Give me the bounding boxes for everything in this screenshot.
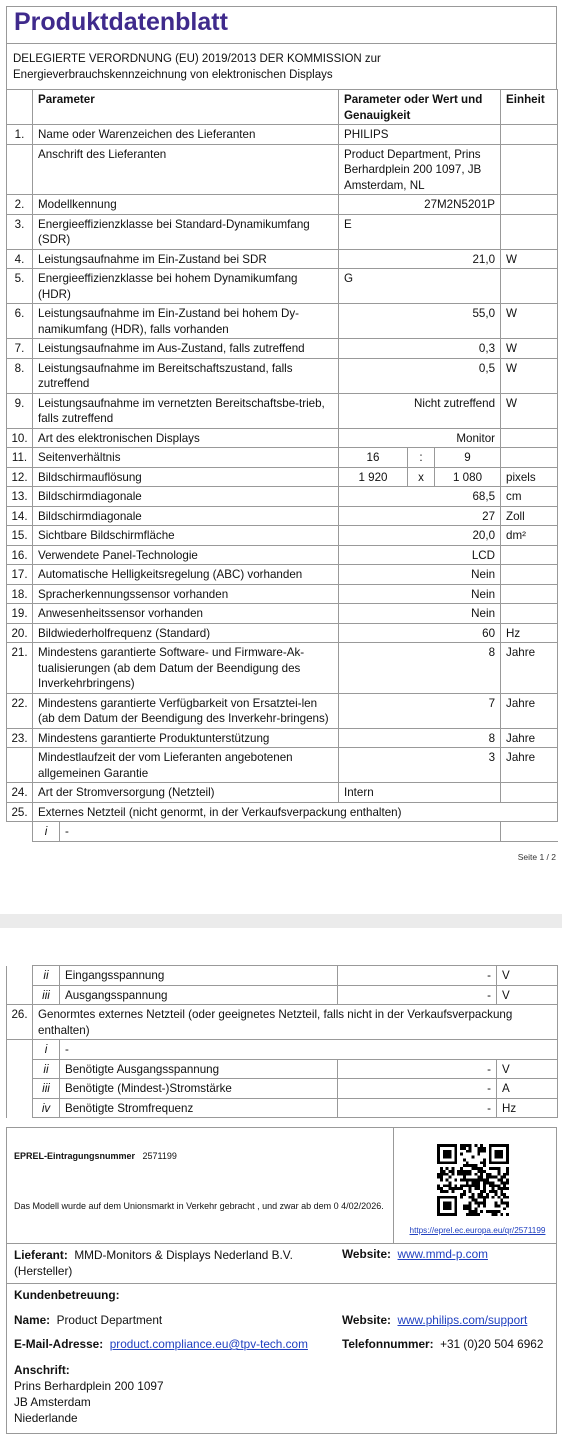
row-number: 11. xyxy=(7,448,33,468)
row-parameter: Spracherkennungssensor vorhanden xyxy=(33,584,339,604)
row-unit: cm xyxy=(501,487,558,507)
sub-row xyxy=(7,1059,558,1079)
row-value-part: 1 080 xyxy=(435,467,501,487)
row-value: 3 xyxy=(339,748,501,783)
row-number: 14. xyxy=(7,506,33,526)
datasheet-page-2 xyxy=(6,965,557,1118)
row-number: 13. xyxy=(7,487,33,507)
sub-row xyxy=(7,966,558,986)
header-parameter: Parameter xyxy=(33,90,339,125)
row-unit xyxy=(501,448,558,468)
row-unit xyxy=(501,144,558,195)
sub-parameter: Benötigte (Mindest-)Stromstärke xyxy=(60,1079,338,1099)
row-number: 19. xyxy=(7,604,33,624)
row-parameter: Leistungsaufnahme im Ein-Zustand bei SDR xyxy=(33,249,339,269)
row-parameter: Verwendete Panel-Technologie xyxy=(33,545,339,565)
table-row xyxy=(7,428,558,448)
table-row xyxy=(7,214,558,249)
support-phone-row: Telefonnummer: +31 (0)20 504 6962 xyxy=(342,1337,544,1351)
row-unit xyxy=(501,604,558,624)
row-number: 26. xyxy=(7,1005,33,1040)
sub-index: iii xyxy=(33,985,60,1005)
sub-row xyxy=(7,985,558,1005)
row-parameter: Seitenverhältnis xyxy=(33,448,339,468)
row-unit: V xyxy=(497,966,558,986)
row-value: E xyxy=(339,214,501,249)
row-number xyxy=(7,1079,33,1099)
row-parameter: Mindestens garantierte Software- und Firmware-Ak-tualisierungen (ab dem Datum der Beendigung des Inverkehrbringens) xyxy=(33,643,339,694)
row-value: G xyxy=(339,269,501,304)
row-unit: V xyxy=(497,985,558,1005)
sub-row xyxy=(7,1079,558,1099)
row-parameter: Anschrift des Lieferanten xyxy=(33,144,339,195)
row-number: 7. xyxy=(7,339,33,359)
table-row xyxy=(7,643,558,694)
row-unit xyxy=(501,565,558,585)
support-heading: Kundenbetreuung: xyxy=(14,1288,120,1302)
row-unit: Hz xyxy=(497,1098,558,1118)
row-number: 6. xyxy=(7,304,33,339)
row-parameter: Leistungsaufnahme im vernetzten Bereitschaftsbe-trieb, falls zutreffend xyxy=(33,393,339,428)
table-row xyxy=(7,339,558,359)
supplier-website-row: Website: www.mmd-p.com xyxy=(342,1247,488,1261)
row-number: 5. xyxy=(7,269,33,304)
row-value-part: 16 xyxy=(339,448,408,468)
table-row xyxy=(7,693,558,728)
table-row xyxy=(7,249,558,269)
row-value: 21,0 xyxy=(339,249,501,269)
sub-index: i xyxy=(33,1040,60,1060)
row-number: 16. xyxy=(7,545,33,565)
row-number xyxy=(7,748,33,783)
row-unit: V xyxy=(497,1059,558,1079)
table-row xyxy=(7,506,558,526)
row-unit: Jahre xyxy=(501,748,558,783)
sub-parameter: Benötigte Stromfrequenz xyxy=(60,1098,338,1118)
datasheet-page-1 xyxy=(6,6,557,842)
row-parameter: Anwesenheitssensor vorhanden xyxy=(33,604,339,624)
row-value-separator: : xyxy=(408,448,435,468)
qr-code-icon[interactable] xyxy=(437,1144,509,1216)
row-number: 18. xyxy=(7,584,33,604)
row-unit xyxy=(501,783,558,803)
row-number: 15. xyxy=(7,526,33,546)
eprel-registration-panel xyxy=(7,1128,394,1243)
row-number xyxy=(7,822,33,842)
row-value: 55,0 xyxy=(339,304,501,339)
market-placement-text: Das Modell wurde auf dem Unionsmarkt in Verkehr gebracht , und zwar ab dem 0 4/02/2026. xyxy=(14,1201,384,1211)
support-website-link[interactable]: www.philips.com/support xyxy=(397,1313,528,1327)
row-number xyxy=(7,144,33,195)
sub-row xyxy=(7,822,558,842)
table-row xyxy=(7,623,558,643)
row-number: 24. xyxy=(7,783,33,803)
row-parameter: Mindestlaufzeit der vom Lieferanten angebotenen allgemeinen Garantie xyxy=(33,748,339,783)
row-value: Nein xyxy=(339,565,501,585)
table-row xyxy=(7,144,558,195)
row-parameter: Bildwiederholfrequenz (Standard) xyxy=(33,623,339,643)
table-row xyxy=(7,393,558,428)
table-row xyxy=(7,487,558,507)
header-num-cell xyxy=(7,90,33,125)
row-number: 2. xyxy=(7,195,33,215)
row-unit: Zoll xyxy=(501,506,558,526)
header-unit: Einheit xyxy=(501,90,558,125)
sub-value: - xyxy=(60,1040,558,1060)
support-website-row: Website: www.philips.com/support xyxy=(342,1313,528,1327)
row-number: 25. xyxy=(7,802,33,822)
table-row xyxy=(7,545,558,565)
sub-parameter: Benötigte Ausgangsspannung xyxy=(60,1059,338,1079)
row-number xyxy=(7,1040,33,1060)
sub-value: - xyxy=(338,1059,497,1079)
table-row xyxy=(7,358,558,393)
row-parameter: Mindestens garantierte Produktunterstützung xyxy=(33,728,339,748)
eprel-info-box xyxy=(6,1127,557,1434)
row-unit: W xyxy=(501,249,558,269)
table-row xyxy=(7,467,558,487)
row-number: 20. xyxy=(7,623,33,643)
table-row xyxy=(7,728,558,748)
row-unit: dm² xyxy=(501,526,558,546)
table-row xyxy=(7,783,558,803)
page-number: Seite 1 / 2 xyxy=(517,852,556,862)
table-row xyxy=(7,304,558,339)
sub-index: iii xyxy=(33,1079,60,1099)
row-number: 17. xyxy=(7,565,33,585)
row-unit xyxy=(501,545,558,565)
row-number xyxy=(7,966,33,986)
row-parameter: Name oder Warenzeichen des Lieferanten xyxy=(33,125,339,145)
table-row xyxy=(7,584,558,604)
row-parameter: Leistungsaufnahme im Aus-Zustand, falls zutreffend xyxy=(33,339,339,359)
row-value-separator: x xyxy=(408,467,435,487)
table-row xyxy=(7,565,558,585)
row-unit xyxy=(501,214,558,249)
row-value: 8 xyxy=(339,728,501,748)
row-number: 9. xyxy=(7,393,33,428)
table-row xyxy=(7,1005,558,1040)
table-row xyxy=(7,802,558,822)
sub-value: - xyxy=(338,1079,497,1099)
row-value: Nein xyxy=(339,604,501,624)
sub-index: ii xyxy=(33,966,60,986)
row-unit: Jahre xyxy=(501,693,558,728)
row-parameter: Sichtbare Bildschirmfläche xyxy=(33,526,339,546)
row-value: 60 xyxy=(339,623,501,643)
row-parameter: Leistungsaufnahme im Ein-Zustand bei hohem Dy-namikumfang (HDR), falls vorhanden xyxy=(33,304,339,339)
row-parameter: Energieeffizienzklasse bei Standard-Dynamikumfang (SDR) xyxy=(33,214,339,249)
row-unit: W xyxy=(501,339,558,359)
table-row xyxy=(7,526,558,546)
table-row xyxy=(7,269,558,304)
row-parameter: Mindestens garantierte Verfügbarkeit von Ersatztei-len (ab dem Datum der Beendigung des Inverkehr-bringens) xyxy=(33,693,339,728)
sub-index: i xyxy=(33,822,60,842)
row-number: 1. xyxy=(7,125,33,145)
table-row xyxy=(7,748,558,783)
sub-value: - xyxy=(338,985,497,1005)
row-unit xyxy=(501,428,558,448)
row-parameter: Automatische Helligkeitsregelung (ABC) vorhanden xyxy=(33,565,339,585)
row-parameter: Bildschirmauflösung xyxy=(33,467,339,487)
row-unit: W xyxy=(501,304,558,339)
row-number: 10. xyxy=(7,428,33,448)
row-number: 4. xyxy=(7,249,33,269)
row-number: 12. xyxy=(7,467,33,487)
row-parameter: Art der Stromversorgung (Netzteil) xyxy=(33,783,339,803)
supplier-website-link[interactable]: www.mmd-p.com xyxy=(397,1247,488,1261)
row-parameter: Modellkennung xyxy=(33,195,339,215)
row-number xyxy=(7,1059,33,1079)
row-unit xyxy=(501,822,558,842)
row-value: Product Department, Prins Berhardplein 200 1097, JB Amsterdam, NL xyxy=(339,144,501,195)
row-unit xyxy=(501,269,558,304)
row-value: 68,5 xyxy=(339,487,501,507)
table-row xyxy=(7,125,558,145)
row-parameter: Bildschirmdiagonale xyxy=(33,506,339,526)
row-unit xyxy=(501,195,558,215)
eprel-qr-link[interactable]: https://eprel.ec.europa.eu/qr/2571199 xyxy=(409,1226,546,1235)
table-row xyxy=(7,604,558,624)
sub-row xyxy=(7,1040,558,1060)
row-number: 21. xyxy=(7,643,33,694)
row-number: 3. xyxy=(7,214,33,249)
sub-index: iv xyxy=(33,1098,60,1118)
table-row xyxy=(7,448,558,468)
sub-value: - xyxy=(338,966,497,986)
row-number: 22. xyxy=(7,693,33,728)
eprel-registration: EPREL-Eintragungsnummer 2571199 xyxy=(14,1151,177,1161)
row-parameter: Leistungsaufnahme im Bereitschaftszustand, falls zutreffend xyxy=(33,358,339,393)
row-value: 8 xyxy=(339,643,501,694)
row-value-part: 1 920 xyxy=(339,467,408,487)
row-value: Nicht zutreffend xyxy=(339,393,501,428)
row-parameter: Art des elektronischen Displays xyxy=(33,428,339,448)
row-unit xyxy=(501,584,558,604)
table-row xyxy=(7,195,558,215)
divider xyxy=(7,1283,556,1284)
supplier-info: Lieferant: MMD-Monitors & Displays Nederland B.V. (Hersteller) xyxy=(14,1248,293,1278)
support-name-row: Name: Product Department xyxy=(14,1313,163,1327)
header-value: Parameter oder Wert und Genauigkeit xyxy=(339,90,501,125)
row-number: 23. xyxy=(7,728,33,748)
sub-row xyxy=(7,1098,558,1118)
row-value: 27 xyxy=(339,506,501,526)
row-unit: Hz xyxy=(501,623,558,643)
row-parameter: Genormtes externes Netzteil (oder geeignetes Netzteil, falls nicht in der Verkaufsverpackung enthalten) xyxy=(33,1005,558,1040)
row-value: Intern xyxy=(339,783,501,803)
row-value: Monitor xyxy=(339,428,501,448)
product-data-table xyxy=(6,89,558,842)
page-title: Produktdatenblatt xyxy=(14,8,228,36)
row-number xyxy=(7,1098,33,1118)
support-address: Anschrift: Prins Berhardplein 200 1097 JB Amsterdam Niederlande xyxy=(14,1363,164,1425)
sub-value: - xyxy=(338,1098,497,1118)
row-unit: W xyxy=(501,358,558,393)
row-value: 7 xyxy=(339,693,501,728)
sub-index: ii xyxy=(33,1059,60,1079)
sub-parameter: Ausgangsspannung xyxy=(60,985,338,1005)
row-value: LCD xyxy=(339,545,501,565)
row-value: 0,3 xyxy=(339,339,501,359)
support-email-link[interactable]: product.compliance.eu@tpv-tech.com xyxy=(109,1337,308,1351)
sub-parameter: Eingangsspannung xyxy=(60,966,338,986)
support-email-row: E-Mail-Adresse: product.compliance.eu@tpv-tech.com xyxy=(14,1337,308,1351)
row-value: 27M2N5201P xyxy=(339,195,501,215)
sub-value: - xyxy=(60,822,501,842)
row-value: 20,0 xyxy=(339,526,501,546)
row-number: 8. xyxy=(7,358,33,393)
row-unit xyxy=(501,125,558,145)
row-unit: W xyxy=(501,393,558,428)
title-bar xyxy=(6,6,557,43)
row-unit: pixels xyxy=(501,467,558,487)
row-number xyxy=(7,985,33,1005)
row-value-part: 9 xyxy=(435,448,501,468)
power-supply-table xyxy=(6,965,558,1118)
row-parameter: Externes Netzteil (nicht genormt, in der Verkaufsverpackung enthalten) xyxy=(33,802,558,822)
row-unit: Jahre xyxy=(501,643,558,694)
supplier-name: MMD-Monitors & Displays Nederland B.V. (Hersteller) xyxy=(14,1248,293,1278)
table-header-row xyxy=(7,90,558,125)
page-separator xyxy=(0,914,562,928)
row-parameter: Bildschirmdiagonale xyxy=(33,487,339,507)
row-parameter: Energieeffizienzklasse bei hohem Dynamikumfang (HDR) xyxy=(33,269,339,304)
row-value: Nein xyxy=(339,584,501,604)
row-unit: A xyxy=(497,1079,558,1099)
row-unit: Jahre xyxy=(501,728,558,748)
regulation-subtitle: DELEGIERTE VERORDNUNG (EU) 2019/2013 DER KOMMISSION zur Energieverbrauchskennzeichnung von elektronischen Displays xyxy=(6,43,557,89)
row-value: PHILIPS xyxy=(339,125,501,145)
row-value: 0,5 xyxy=(339,358,501,393)
